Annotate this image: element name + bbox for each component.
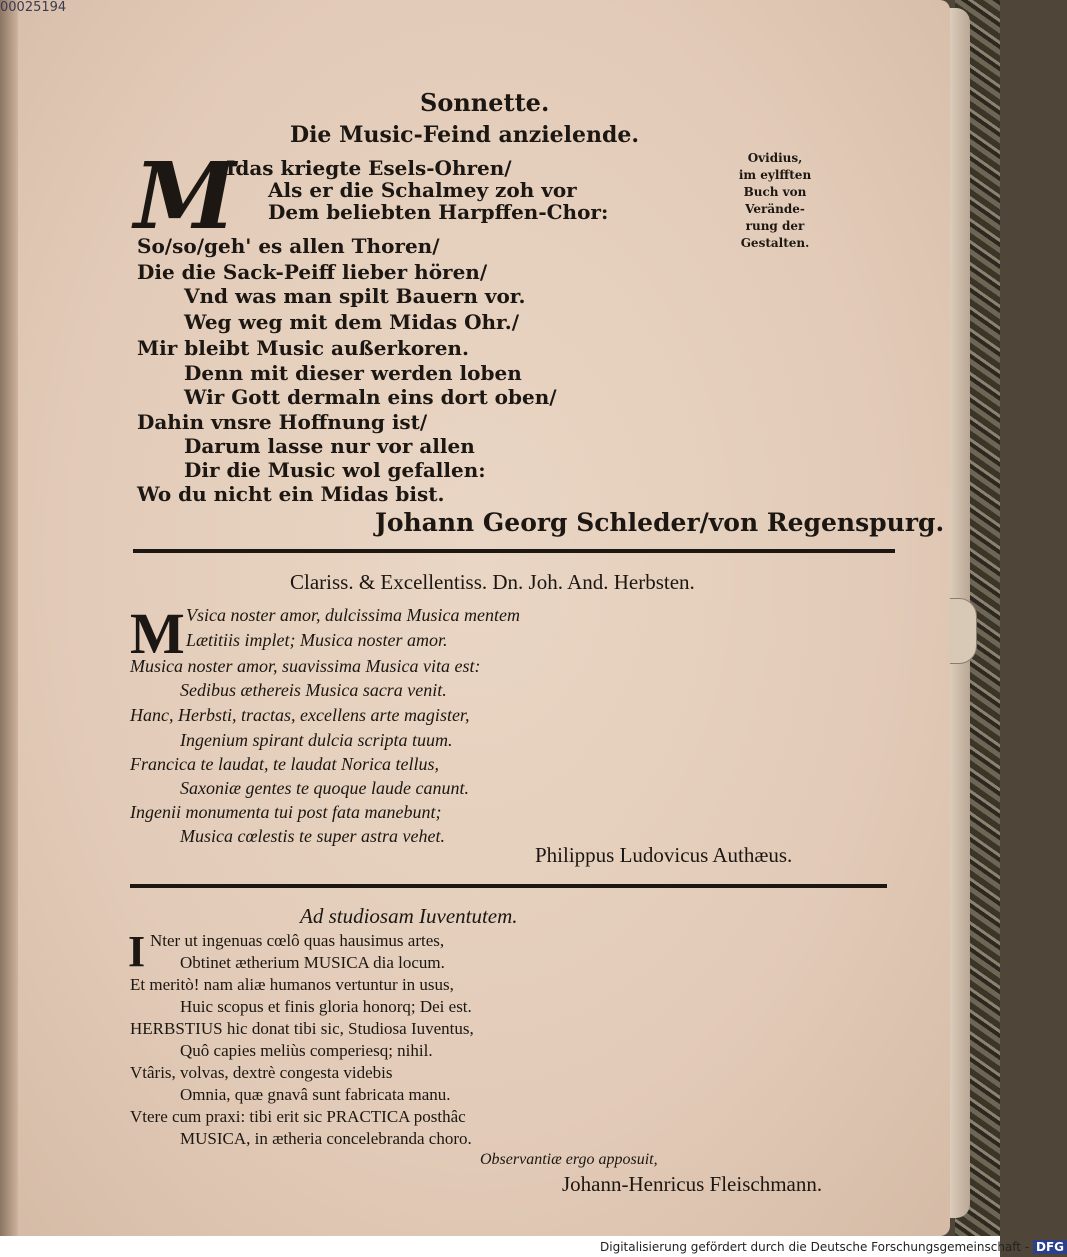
sonnet-line: So/so/geh' es allen Thoren/ [137, 234, 440, 258]
sonnet-line: Dahin vnsre Hoffnung ist/ [137, 410, 428, 434]
ad-studiosam-line: HERBSTIUS hic donat tibi sic, Studiosa Iuventus, [130, 1019, 474, 1038]
margin-note-line: im eylfften [738, 168, 812, 182]
sonnet-line: Dem beliebten Harpffen-Chor: [268, 200, 609, 224]
sonnet-line: Wir Gott dermaln eins dort oben/ [184, 385, 557, 409]
catalog-stamp: 00025194 [0, 0, 67, 15]
sonnet-heading: Sonnette. [420, 88, 550, 117]
ad-studiosam-line: MUSICA, in ætheria concelebranda choro. [180, 1129, 472, 1148]
margin-note-line: Buch von [743, 185, 807, 199]
ad-studiosam-author: Johann-Henricus Fleischmann. [562, 1172, 823, 1196]
latin-author: Philippus Ludovicus Authæus. [535, 843, 793, 867]
latin-line: Musica cœlestis te super astra vehet. [180, 826, 445, 846]
footer-credit [600, 1240, 1067, 1254]
sonnet-line: Die die Sack-Peiff lieber hören/ [137, 260, 488, 284]
footer-text: Digitalisierung gefördert durch die Deutsche Forschungsgemeinschaft - [600, 1240, 1030, 1254]
sonnet-line: Als er die Schalmey zoh vor [268, 178, 577, 202]
latin-line: Lætitiis implet; Musica noster amor. [186, 630, 448, 650]
sonnet-line: Darum lasse nur vor allen [184, 434, 475, 458]
ad-studiosam-line: Omnia, quæ gnavâ sunt fabricata manu. [180, 1085, 451, 1104]
sonnet-line: Mir bleibt Music außerkoren. [137, 336, 469, 360]
dfg-logo: DFG [1033, 1240, 1067, 1254]
sonnet-line: Vnd was man spilt Bauern vor. [184, 284, 526, 308]
latin-line: Francica te laudat, te laudat Norica tellus, [130, 754, 439, 774]
margin-note-line: Ovidius, [747, 151, 803, 165]
ad-studiosam-line: Huic scopus et finis gloria honorq; Dei est. [180, 997, 472, 1016]
latin-line: Musica noster amor, suavissima Musica vita est: [130, 656, 481, 676]
book-gutter [0, 0, 18, 1236]
sonnet-line: Denn mit dieser werden loben [184, 361, 522, 385]
latin-line: Hanc, Herbsti, tractas, excellens arte magister, [130, 705, 470, 725]
ad-studiosam-line: Quô capies meliùs comperiesq; nihil. [180, 1041, 433, 1060]
latin-line: Vsica noster amor, dulcissima Musica mentem [186, 605, 520, 625]
sonnet-initial: M [134, 142, 236, 250]
ad-studiosam-note: Observantiæ ergo apposuit, [480, 1151, 658, 1168]
ad-studiosam-initial: I [128, 927, 146, 976]
ad-studiosam-line: Vtere cum praxi: tibi erit sic PRACTICA posthâc [130, 1107, 466, 1126]
sonnet-line: Dir die Music wol gefallen: [184, 458, 486, 482]
ad-studiosam-line: Obtinet ætherium MUSICA dia locum. [180, 953, 445, 972]
sonnet-author: Johann Georg Schleder/von Regenspurg. [375, 508, 945, 537]
ad-studiosam-line: Nter ut ingenuas cœlô quas hausimus artes, [150, 931, 445, 950]
sonnet-line: Idas kriegte Esels-Ohren/ [226, 156, 512, 180]
sonnet-line: Weg weg mit dem Midas Ohr./ [184, 310, 520, 334]
latin-line: Ingenii monumenta tui post fata manebunt; [130, 802, 442, 822]
margin-note [730, 150, 820, 252]
latin-heading: Clariss. & Excellentiss. Dn. Joh. And. Herbsten. [290, 570, 695, 594]
sonnet-subheading: Die Music-Feind anzielende. [290, 122, 640, 148]
margin-note-line: Verände- [745, 202, 805, 216]
latin-initial: M [130, 601, 185, 666]
margin-note-line: Gestalten. [740, 236, 810, 250]
section-divider [133, 549, 895, 553]
ad-studiosam-line: Et meritò! nam aliæ humanos vertuntur in usus, [130, 975, 454, 994]
latin-line: Sedibus æthereis Musica sacra venit. [180, 680, 447, 700]
margin-note-line: rung der [745, 219, 805, 233]
ad-studiosam-heading: Ad studiosam Iuventutem. [300, 904, 518, 928]
ad-studiosam-line: Vtâris, volvas, dextrè congesta videbis [130, 1063, 393, 1082]
sonnet-line: Wo du nicht ein Midas bist. [137, 482, 445, 506]
latin-line: Ingenium spirant dulcia scripta tuum. [180, 730, 453, 750]
latin-line: Saxoniæ gentes te quoque laude canunt. [180, 778, 469, 798]
section-divider [130, 884, 887, 888]
